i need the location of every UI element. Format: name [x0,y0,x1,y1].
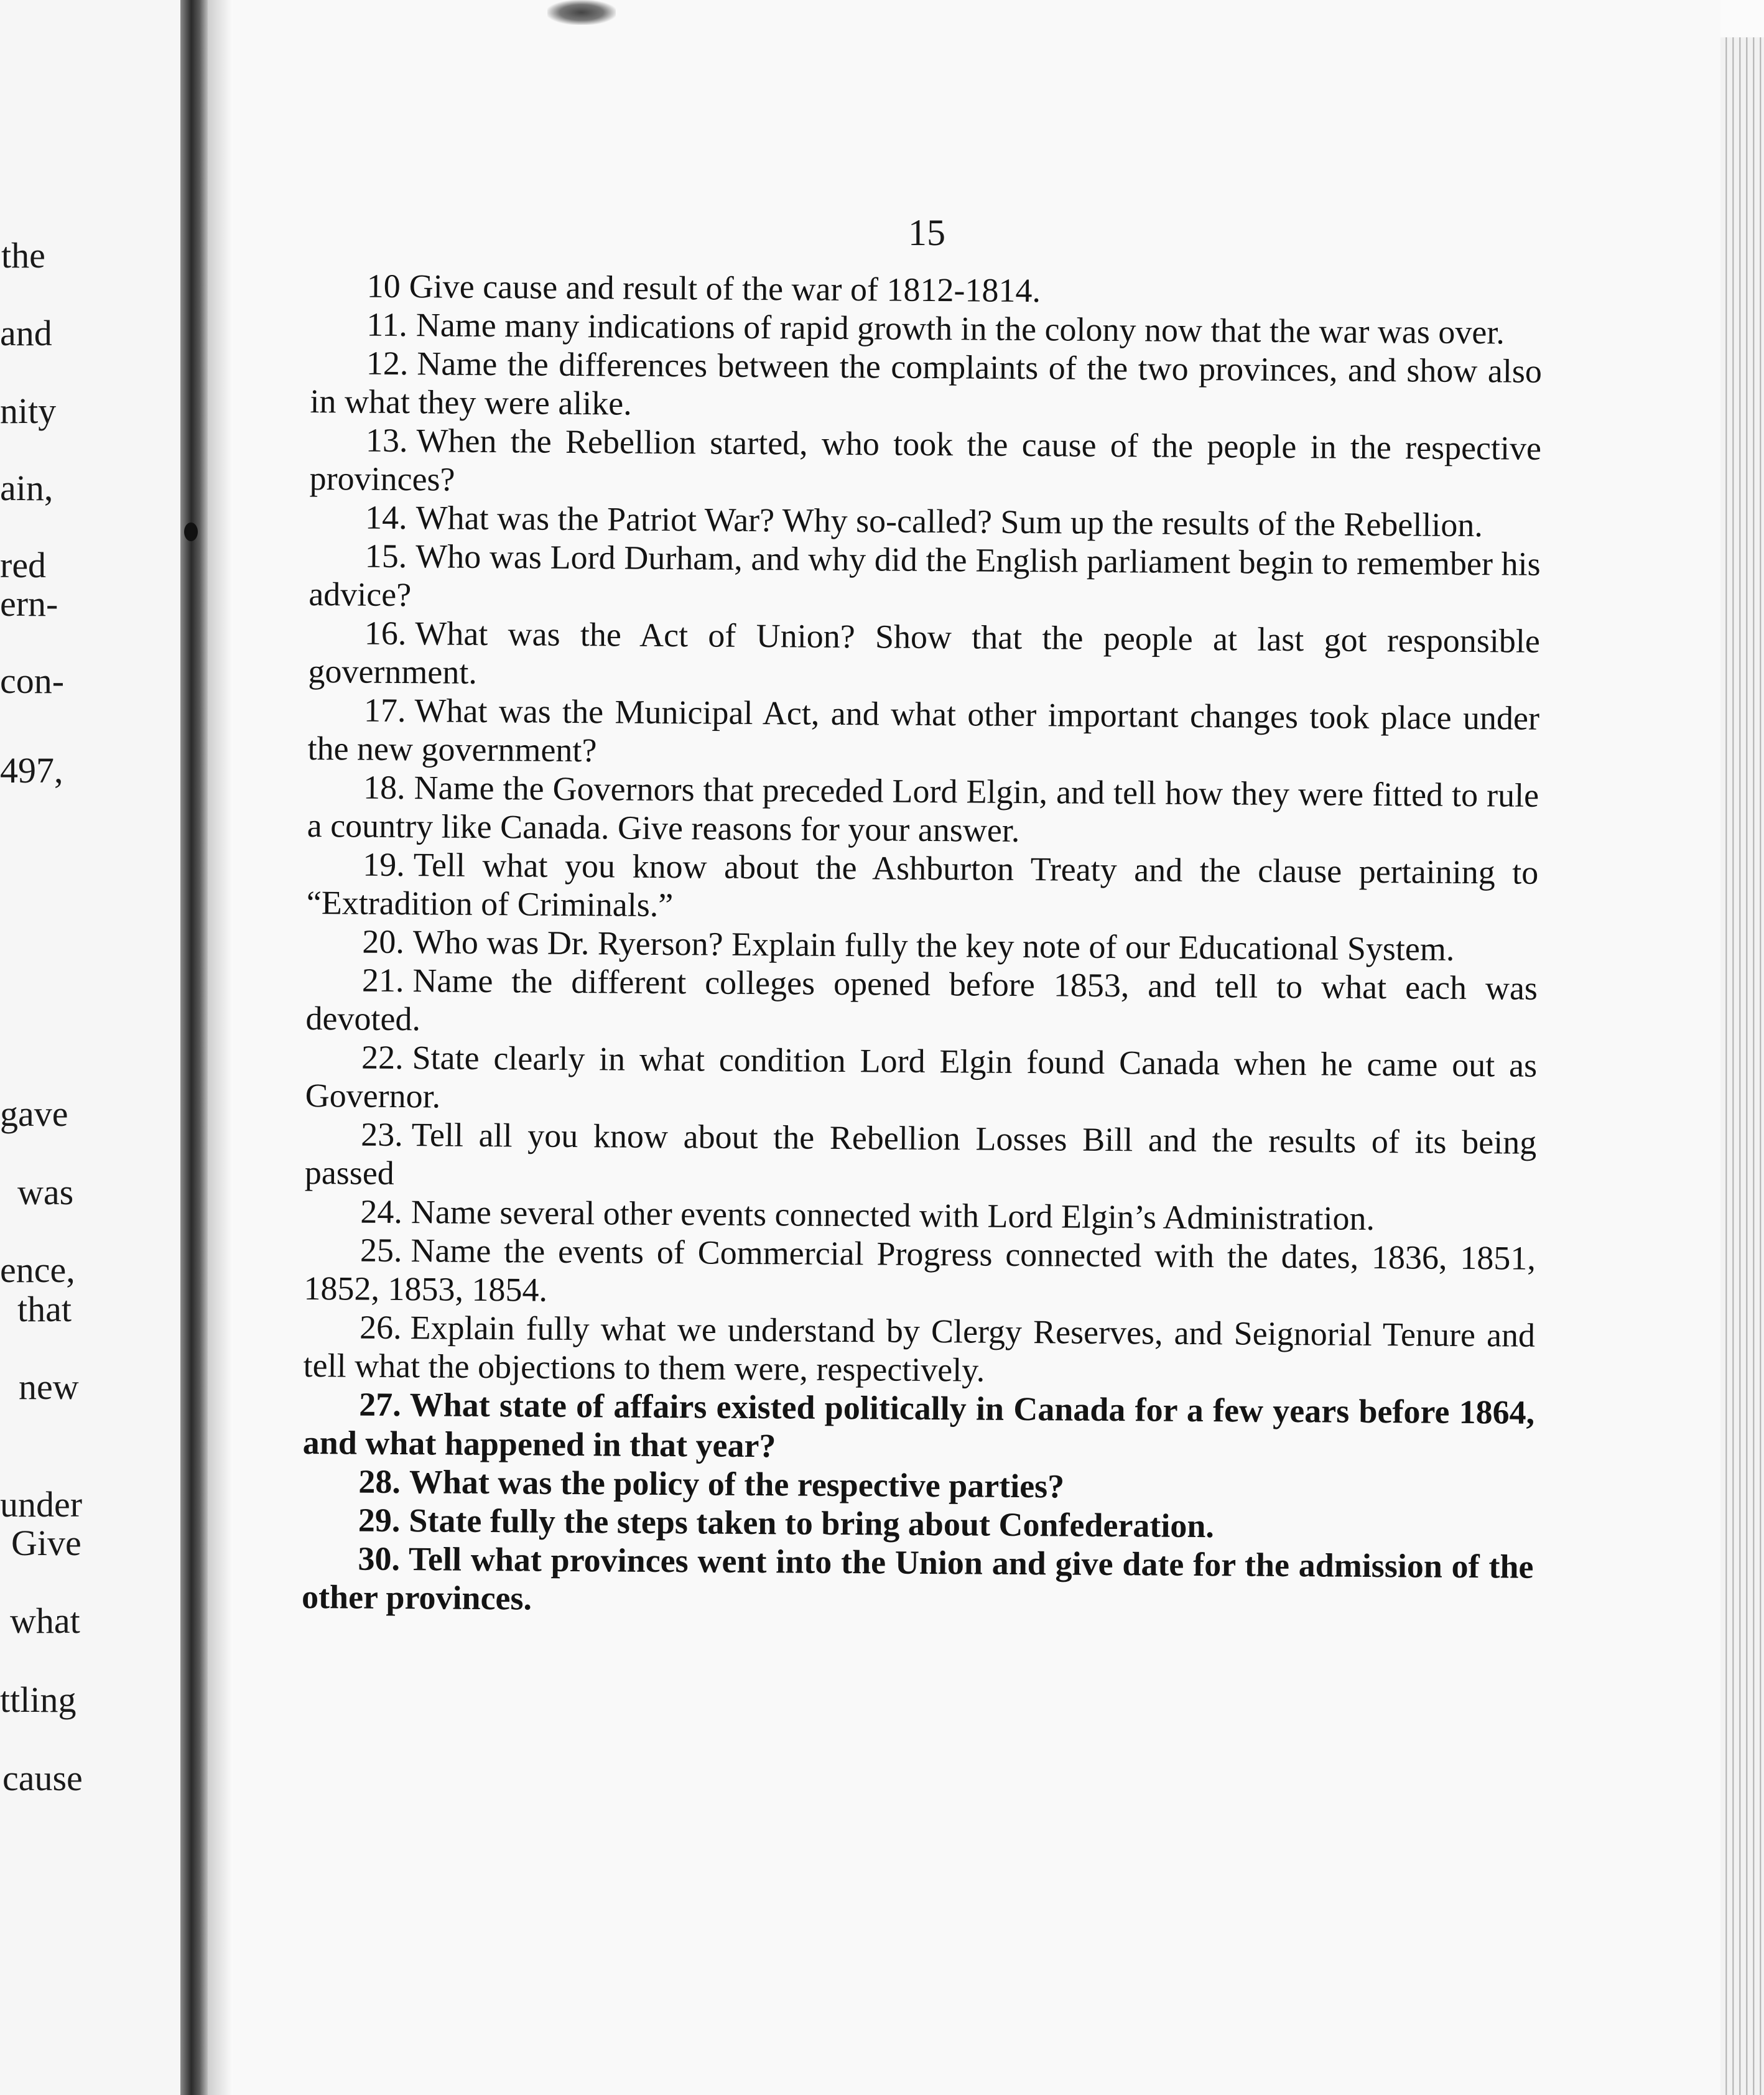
left-page-fragment: red [0,545,47,585]
question-item [307,768,1539,853]
question-number: 12. [366,344,409,383]
left-page-fragment: ern- [0,583,58,624]
question-number: 26. [359,1308,402,1347]
left-page-fragment: was [17,1172,74,1212]
question-item [305,1038,1537,1123]
question-item [304,1230,1536,1316]
question-number: 14. [364,498,407,537]
question-text: When the Rebellion started, who took the cause of the people in the respective provinces? [309,422,1542,498]
left-page-fragment: under [0,1484,83,1525]
left-page-fragment: and [0,313,52,353]
question-number: 21. [361,961,404,1000]
question-number: 18. [363,768,406,807]
question-number: 17. [363,691,406,730]
question-text: Name many indications of rapid growth in the colony now that the war was over. [415,306,1505,351]
left-page-fragment: ain, [0,468,53,508]
left-page-fragment: cause [2,1758,83,1798]
gutter-shadow [208,0,233,2095]
question-item [308,613,1540,699]
question-list [302,266,1543,1625]
question-text: Name the events of Commercial Progress connected with the dates, 1836, 1851, 1852, 1853, 1854. [304,1232,1536,1309]
question-number: 16. [364,614,407,653]
book-gutter [180,0,208,2095]
question-text: Who was Dr. Ryerson? Explain fully the key note of our Educational System. [412,923,1455,968]
question-number: 15. [364,537,407,575]
left-page-fragment: that [17,1289,72,1329]
left-page-fragment: nity [0,391,57,431]
question-number: 11. [366,305,408,344]
question-text: What was the Act of Union? Show that the people at last got responsible government. [308,615,1541,691]
question-text: What was the Patriot War? Why so-called? Sum up the results of the Rebellion. [415,499,1483,544]
page-number: 15 [908,212,945,253]
ink-blot [547,0,616,25]
question-text: Name several other events connected with Lord Elgin’s Administration. [411,1193,1375,1237]
question-text: Who was Lord Durham, and why did the English parliament begin to remember his advice? [309,537,1541,614]
question-item [307,845,1539,931]
question-item [303,1385,1535,1470]
question-number: 29. [358,1501,401,1540]
question-number: 10 [366,267,401,305]
question-text: State clearly in what condition Lord Elgin found Canada when he came out as Governor. [305,1039,1538,1115]
question-item [303,1308,1535,1393]
question-item [309,420,1541,506]
question-text: What state of affairs existed politically in Canada for a few years before 1864, and what happened in that year? [302,1386,1535,1465]
left-page-fragment: ttling [0,1679,77,1720]
question-number: 22. [361,1038,404,1077]
question-text: Tell all you know about the Rebellion Losses Bill and the results of its being passed [304,1116,1537,1192]
question-number: 19. [363,845,405,884]
question-number: 23. [361,1115,403,1154]
question-text: Name the different colleges opened before 1853, and tell to what each was devoted. [305,962,1538,1038]
question-text: Tell what you know about the Ashburton Treaty and the clause pertaining to “Extradition of Criminals.” [306,846,1539,924]
question-number: 24. [360,1192,403,1231]
question-item [307,690,1539,776]
left-page-fragment: gave [0,1094,68,1134]
question-item [305,1115,1537,1201]
question-number: 30. [358,1540,401,1578]
left-page-fragment: con- [0,661,65,701]
binding-hole-mark [184,523,198,541]
question-text: State fully the steps taken to bring about Confederation. [409,1502,1215,1545]
question-item [302,1539,1534,1625]
left-page-fragment: ence, [0,1250,75,1290]
left-page-fragment: 497, [0,750,63,791]
question-number: 13. [365,421,408,460]
question-text: Explain fully what we understand by Clergy Reserves, and Seignorial Tenure and tell what the objections to them were, respectively. [303,1309,1536,1389]
left-page-fragment: what [10,1600,80,1641]
question-number: 27. [359,1385,401,1424]
question-item [309,536,1541,622]
page-edges [1720,37,1764,2095]
left-facing-page [0,0,180,2095]
question-text: Give cause and result of the war of 1812-1814. [409,267,1041,310]
question-number: 20. [362,922,405,961]
left-page-fragment: the [1,235,45,276]
question-text: Name the differences between the complaints of the two provinces, and show also in what they were alike. [310,345,1543,422]
question-text: Tell what provinces went into the Union and give date for the admission of the other provinces. [301,1540,1534,1617]
question-text: What was the Municipal Act, and what other important changes took place under the new government? [307,692,1540,769]
question-number: 25. [360,1231,402,1270]
left-page-fragment: Give [11,1523,81,1563]
question-text: What was the policy of the respective parties? [409,1463,1065,1505]
question-item [305,960,1538,1046]
question-text: Name the Governors that preceded Lord Elgin, and tell how they were fitted to rule a country like Canada. Give reasons for your answer. [307,769,1539,849]
question-item [310,343,1542,429]
left-page-fragment: new [19,1367,79,1407]
question-number: 28. [358,1462,401,1501]
